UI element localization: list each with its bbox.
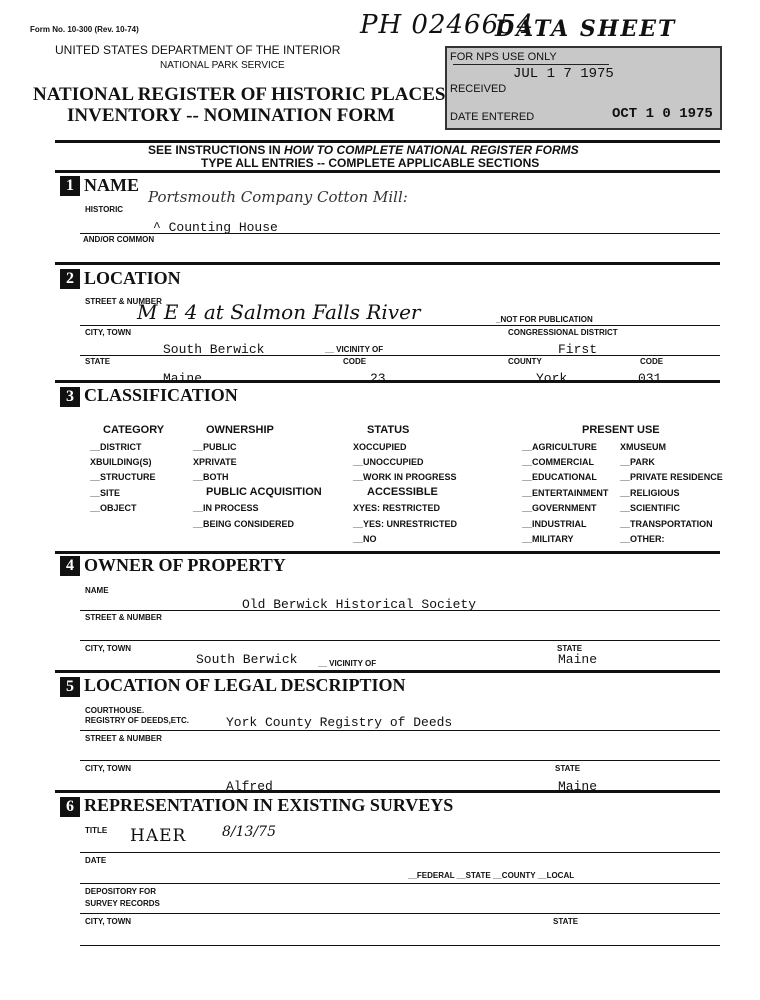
historic-name-value: Portsmouth Company Cotton Mill: xyxy=(148,188,408,206)
common-label: AND/OR COMMON xyxy=(83,235,155,244)
section-1-title: NAME xyxy=(84,175,139,195)
courthouse-label: COURTHOUSE. xyxy=(85,706,145,715)
survey-levels: __FEDERAL __STATE __COUNTY __LOCAL xyxy=(408,871,575,880)
instructions-title: HOW TO COMPLETE NATIONAL REGISTER FORMS xyxy=(284,143,579,157)
category-option: __STRUCTURE xyxy=(90,472,156,482)
section-rule-3 xyxy=(55,380,720,383)
section-rule-4 xyxy=(55,551,720,554)
data-sheet-label: DATA SHEET xyxy=(495,16,677,42)
present-use-option: __INDUSTRIAL xyxy=(522,519,587,529)
depository-label-1: DEPOSITORY FOR xyxy=(85,887,156,896)
section-6-number: 6 xyxy=(60,797,80,817)
county-value: York xyxy=(536,371,568,386)
county-code-label: CODE xyxy=(640,357,664,366)
owner-name-value: Old Berwick Historical Society xyxy=(242,597,477,612)
nps-use-only-label: FOR NPS USE ONLY xyxy=(450,51,557,63)
legal-street-rule xyxy=(80,760,720,761)
nps-box-rule xyxy=(453,64,609,65)
depository-rule xyxy=(80,913,720,914)
present-use-option: __GOVERNMENT xyxy=(522,503,597,513)
date-entered-stamp: OCT 1 0 1975 xyxy=(612,106,713,122)
legal-state-value: Maine xyxy=(558,779,598,794)
survey-date-label: DATE xyxy=(85,856,107,865)
acquisition-option: __IN PROCESS xyxy=(193,503,259,513)
vicinity-label: __ VICINITY OF xyxy=(325,345,384,354)
category-option: __OBJECT xyxy=(90,503,137,513)
registry-value: York County Registry of Deeds xyxy=(226,715,453,730)
legal-state-label: STATE xyxy=(555,764,581,773)
status-option: __UNOCCUPIED xyxy=(353,457,424,467)
form-number: Form No. 10-300 (Rev. 10-74) xyxy=(30,25,139,34)
registry-label: REGISTRY OF DEEDS,ETC. xyxy=(85,716,190,725)
status-option: __WORK IN PROGRESS xyxy=(353,472,457,482)
street-label: STREET & NUMBER xyxy=(85,297,162,306)
instructions-line2: TYPE ALL ENTRIES -- COMPLETE APPLICABLE SECTIONS xyxy=(201,156,540,170)
accessible-option: __YES: UNRESTRICTED xyxy=(353,519,458,529)
legal-street-label: STREET & NUMBER xyxy=(85,734,162,743)
survey-city-label: CITY, TOWN xyxy=(85,917,132,926)
survey-state-label: STATE xyxy=(553,917,579,926)
section-5-title: LOCATION OF LEGAL DESCRIPTION xyxy=(84,675,406,695)
state-value: Maine xyxy=(163,371,203,386)
survey-city-rule xyxy=(80,945,720,946)
service-label: NATIONAL PARK SERVICE xyxy=(160,60,285,71)
date-entered-label: DATE ENTERED xyxy=(450,111,535,123)
registry-rule xyxy=(80,730,720,731)
depository-label-2: SURVEY RECORDS xyxy=(85,899,160,908)
state-code-value: 23 xyxy=(370,371,386,386)
accessible-option: XYES: RESTRICTED xyxy=(353,503,441,513)
owner-street-label: STREET & NUMBER xyxy=(85,613,162,622)
survey-date-rule xyxy=(80,883,720,884)
present-use-option: __MILITARY xyxy=(522,534,574,544)
not-for-publication: _NOT FOR PUBLICATION xyxy=(496,315,593,324)
section-2-number: 2 xyxy=(60,269,80,289)
ownership-heading: OWNERSHIP xyxy=(206,424,274,436)
status-option: XOCCUPIED xyxy=(353,442,407,452)
common-rule xyxy=(80,233,720,234)
section-1-number: 1 xyxy=(60,176,80,196)
owner-name-rule xyxy=(80,610,720,611)
present-use-option: __TRANSPORTATION xyxy=(620,519,713,529)
ownership-option: __PUBLIC xyxy=(193,442,237,452)
section-3-number: 3 xyxy=(60,387,80,407)
section-rule-1 xyxy=(55,170,720,173)
present-use-option: __PARK xyxy=(620,457,655,467)
category-option: XBUILDING(S) xyxy=(90,457,152,467)
present-use-option: XMUSEUM xyxy=(620,442,667,452)
received-label: RECEIVED xyxy=(450,83,507,95)
present-use-option: __AGRICULTURE xyxy=(522,442,597,452)
accessible-option: __NO xyxy=(353,534,377,544)
section-5-number: 5 xyxy=(60,677,80,697)
ownership-option: XPRIVATE xyxy=(193,457,237,467)
department-label: UNITED STATES DEPARTMENT OF THE INTERIOR xyxy=(55,43,341,57)
present-use-option: __OTHER: xyxy=(620,534,665,544)
ownership-option: __BOTH xyxy=(193,472,229,482)
owner-city-value: South Berwick xyxy=(196,652,298,667)
legal-city-value: Alfred xyxy=(226,779,273,794)
status-heading: STATUS xyxy=(367,424,410,436)
present-use-option: __RELIGIOUS xyxy=(620,488,680,498)
category-option: __SITE xyxy=(90,488,121,498)
present-use-option: __PRIVATE RESIDENCE xyxy=(620,472,723,482)
code-label: CODE xyxy=(343,357,367,366)
county-label: COUNTY xyxy=(508,357,542,366)
present-use-option: __ENTERTAINMENT xyxy=(522,488,609,498)
handwritten-id: PH 0246654 xyxy=(360,10,535,40)
street-value: M E 4 at Salmon Falls River xyxy=(137,300,421,324)
public-acquisition-heading: PUBLIC ACQUISITION xyxy=(206,486,322,498)
section-rule-5 xyxy=(55,670,720,673)
legal-city-label: CITY, TOWN xyxy=(85,764,132,773)
city-rule xyxy=(80,355,720,356)
owner-city-label: CITY, TOWN xyxy=(85,644,132,653)
survey-title-value: HAER xyxy=(130,826,187,846)
instructions-prefix: SEE INSTRUCTIONS IN xyxy=(148,143,285,157)
accessible-heading: ACCESSIBLE xyxy=(367,486,438,498)
owner-name-label: NAME xyxy=(85,586,109,595)
category-heading: CATEGORY xyxy=(103,424,165,436)
street-rule xyxy=(80,325,720,326)
present-use-option: __SCIENTIFIC xyxy=(620,503,681,513)
survey-title-rule xyxy=(80,852,720,853)
city-label: CITY, TOWN xyxy=(85,328,132,337)
section-rule-6 xyxy=(55,790,720,793)
common-name-value: ^ Counting House xyxy=(153,220,278,235)
owner-street-rule xyxy=(80,640,720,641)
survey-title-date: 8/13/75 xyxy=(222,824,276,840)
form-title-line2: INVENTORY -- NOMINATION FORM xyxy=(67,105,395,126)
present-use-heading: PRESENT USE xyxy=(582,424,660,436)
survey-title-label: TITLE xyxy=(85,826,108,835)
present-use-option: __COMMERCIAL xyxy=(522,457,595,467)
congressional-label: CONGRESSIONAL DISTRICT xyxy=(508,328,618,337)
section-rule-2 xyxy=(55,262,720,265)
owner-vicinity-label: __ VICINITY OF xyxy=(318,659,377,668)
owner-state-label: STATE xyxy=(557,644,583,653)
congressional-value: First xyxy=(558,342,598,357)
section-4-title: OWNER OF PROPERTY xyxy=(84,555,286,575)
owner-state-value: Maine xyxy=(558,652,598,667)
section-3-title: CLASSIFICATION xyxy=(84,385,238,405)
city-value: South Berwick xyxy=(163,342,265,357)
present-use-option: __EDUCATIONAL xyxy=(522,472,597,482)
acquisition-option: __BEING CONSIDERED xyxy=(193,519,295,529)
nps-use-box xyxy=(445,46,722,130)
form-title-line1: NATIONAL REGISTER OF HISTORIC PLACES xyxy=(33,84,446,105)
instructions-line1 xyxy=(148,143,579,157)
county-code-value: 031 xyxy=(638,371,662,386)
section-4-number: 4 xyxy=(60,556,80,576)
category-option: __DISTRICT xyxy=(90,442,142,452)
historic-label: HISTORIC xyxy=(85,205,124,214)
section-2-title: LOCATION xyxy=(84,268,181,288)
state-label: STATE xyxy=(85,357,111,366)
received-stamp: JUL 1 7 1975 xyxy=(513,66,614,82)
section-6-title: REPRESENTATION IN EXISTING SURVEYS xyxy=(84,795,454,815)
